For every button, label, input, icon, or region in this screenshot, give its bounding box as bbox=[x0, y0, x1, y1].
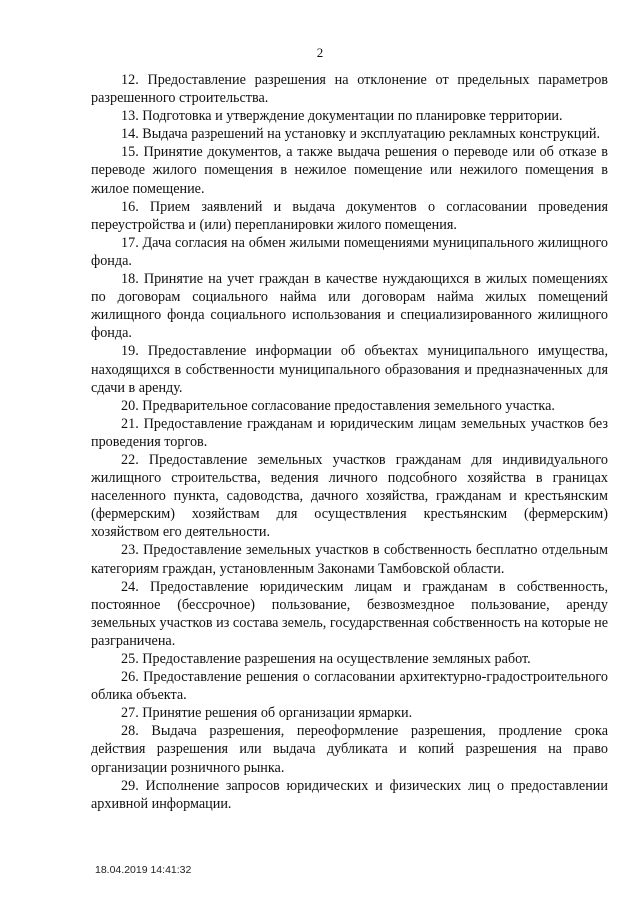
list-item: 25. Предоставление разрешения на осуществление земляных работ. bbox=[121, 651, 531, 667]
list-item: 22. Предоставление земельных участков гражданам для индивидуального жилищного строительства, ведения личного подсобного хозяйства в границах населенного пункта, садоводства, дачного хозяйства, гражданам и крестьянским (фермерским) хозяйствам для осуществления крестьянским (фермерским) хозяйством его деятельности. bbox=[91, 451, 608, 541]
list-item: 20. Предварительное согласование предоставления земельного участка. bbox=[121, 397, 555, 414]
list-item: 18. Принятие на учет граждан в качестве нуждающихся в жилых помещениях по договорам социального найма или договорам найма жилых помещений жилищного фонда социального использования и специализированного жилищного фонда. bbox=[91, 271, 608, 342]
page-number: 2 bbox=[316, 45, 324, 60]
list-item: 14. Выдача разрешений на установку и эксплуатацию рекламных конструкций. bbox=[121, 126, 601, 143]
services-list bbox=[91, 71, 608, 813]
list-item: 12. Предоставление разрешения на отклонение от предельных параметров разрешенного строительства. bbox=[91, 72, 608, 107]
list-item: 28. Выдача разрешения, переоформление разрешения, продление срока действия разрешения или выдача дубликата и копий разрешения на право организации розничного рынка. bbox=[91, 723, 608, 776]
footer-timestamp: 18.04.2019 14:41:32 bbox=[95, 864, 192, 876]
list-item: 26. Предоставление решения о согласовании архитектурно-градостроительного облика объекта. bbox=[91, 669, 608, 704]
list-item: 29. Исполнение запросов юридических и физических лиц о предоставлении архивной информации. bbox=[91, 777, 608, 812]
list-item: 23. Предоставление земельных участков в собственность бесплатно отдельным категориям граждан, установленным Законами Тамбовской области. bbox=[91, 542, 608, 577]
list-item: 15. Принятие документов, а также выдача решения о переводе или об отказе в переводе жилого помещения в нежилое помещение или нежилого помещения в жилое помещение. bbox=[91, 144, 608, 197]
list-item: 27. Принятие решения об организации ярмарки. bbox=[121, 705, 413, 722]
list-item: 16. Прием заявлений и выдача документов о согласовании проведения переустройства и (или) перепланировки жилого помещения. bbox=[91, 198, 608, 233]
list-item: 21. Предоставление гражданам и юридическим лицам земельных участков без проведения торгов. bbox=[91, 415, 608, 450]
list-item: 17. Дача согласия на обмен жилыми помещениями муниципального жилищного фонда. bbox=[91, 234, 608, 269]
list-item: 13. Подготовка и утверждение документации по планировке территории. bbox=[121, 108, 563, 125]
list-item: 24. Предоставление юридическим лицам и гражданам в собственность, постоянное (бессрочное) пользование, безвозмездное пользование, аренду земельных участков из состава земель, государственная собственность на которые не разграничена. bbox=[91, 578, 608, 649]
list-item: 19. Предоставление информации об объектах муниципального имущества, находящихся в собственности муниципального образования и предназначенных для сдачи в аренду. bbox=[91, 343, 608, 396]
